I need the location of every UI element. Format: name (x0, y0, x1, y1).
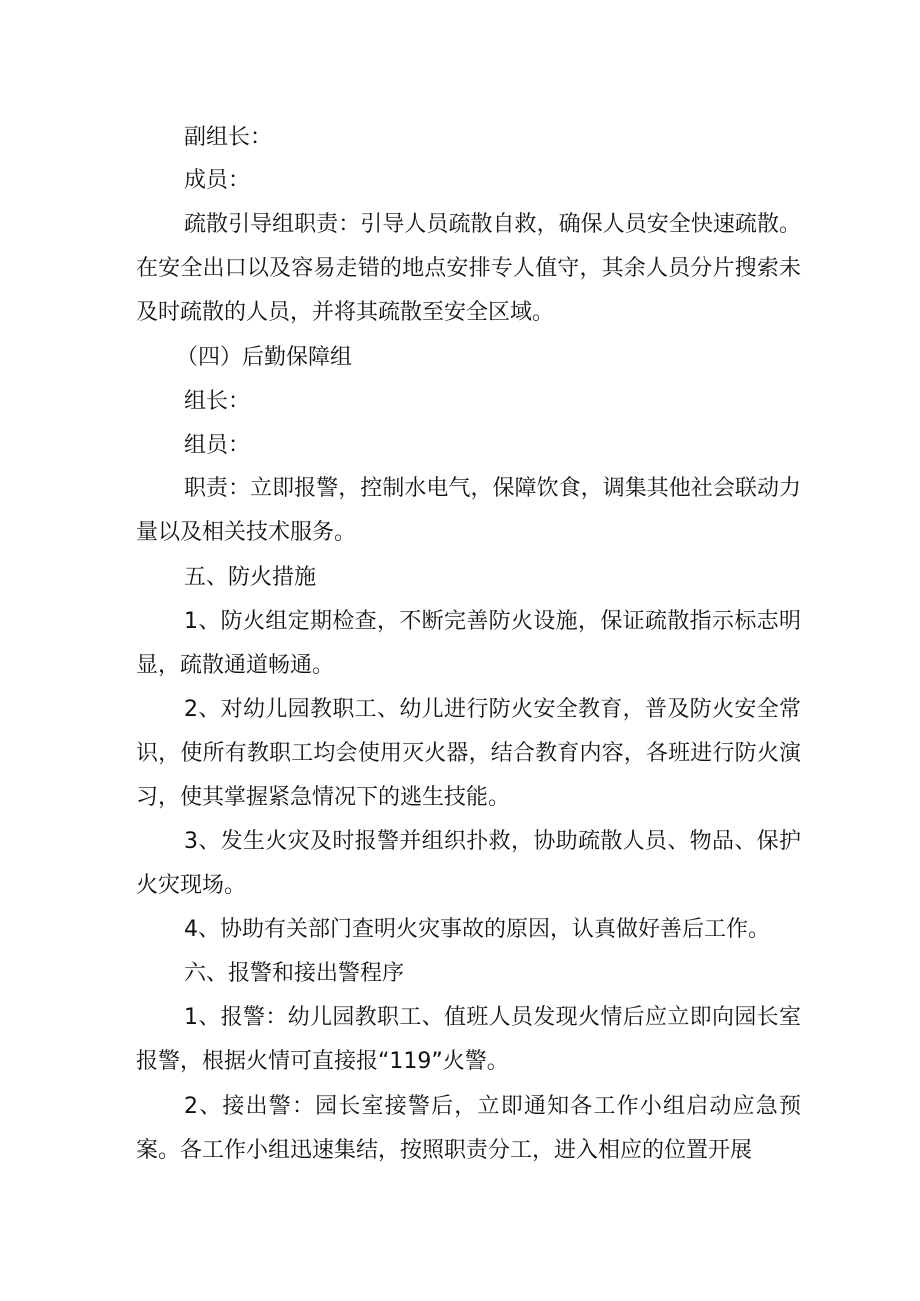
group-members-line: 组员： (184, 433, 251, 458)
section-heading-alarm-procedure: 六、报警和接出警程序 (184, 961, 405, 986)
members-line: 成员： (184, 168, 251, 193)
alarm-procedure-item-1: 1、报警：幼儿园教职工、值班人员发现火情后应立即向园长室报警，根据火情可直接报“119”火警。 (136, 1005, 801, 1074)
logistics-duties-paragraph: 职责：立即报警，控制水电气，保障饮食，调集其他社会联动力量以及相关技术服务。 (136, 476, 801, 545)
section-heading-fire-prevention: 五、防火措施 (184, 565, 317, 590)
group-leader-line: 组长： (184, 389, 251, 414)
deputy-leader-line: 副组长： (184, 125, 273, 150)
fire-prevention-item-1: 1、防火组定期检查，不断完善防火设施，保证疏散指示标志明显，疏散通道畅通。 (136, 609, 801, 678)
section-heading-logistics: （四）后勤保障组 (176, 345, 353, 370)
alarm-procedure-item-2: 2、接出警：园长室接警后，立即通知各工作小组启动应急预案。各工作小组迅速集结，按照职责分工，进入相应的位置开展 (136, 1094, 801, 1163)
fire-prevention-item-3: 3、发生火灾及时报警并组织扑救，协助疏散人员、物品、保护火灾现场。 (136, 829, 801, 898)
fire-prevention-item-4: 4、协助有关部门查明火灾事故的原因，认真做好善后工作。 (184, 917, 770, 942)
evacuation-duties-paragraph: 疏散引导组职责：引导人员疏散自救，确保人员安全快速疏散。在安全出口以及容易走错的地点安排专人值守，其余人员分片搜索未及时疏散的人员，并将其疏散至安全区域。 (136, 212, 801, 325)
fire-prevention-item-2: 2、对幼儿园教职工、幼儿进行防火安全教育，普及防火安全常识，使所有教职工均会使用灭火器，结合教育内容，各班进行防火演习，使其掌握紧急情况下的逃生技能。 (136, 697, 801, 810)
